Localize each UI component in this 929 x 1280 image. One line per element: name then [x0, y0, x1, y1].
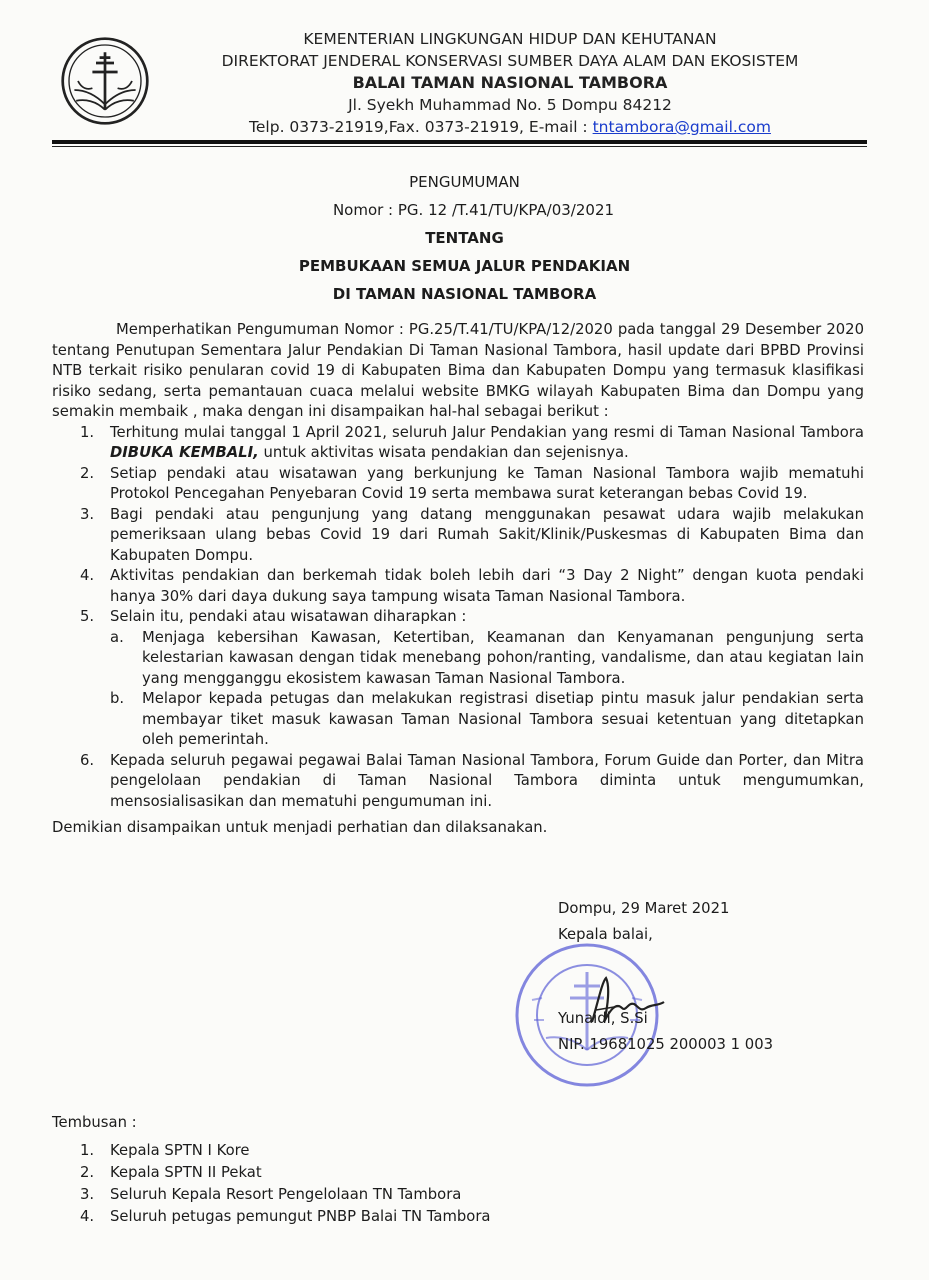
list-item	[52, 1140, 490, 1162]
letterhead-rule-thin	[52, 146, 867, 147]
item-number: 3.	[80, 1186, 95, 1203]
ministry-logo-icon	[60, 36, 150, 126]
tembusan-label: Tembusan :	[52, 1114, 137, 1131]
list-item	[52, 1206, 490, 1228]
subject-line-1: PEMBUKAAN SEMUA JALUR PENDAKIAN	[298, 257, 631, 275]
subject-line-2: DI TAMAN NASIONAL TAMBORA	[332, 285, 597, 303]
item-emphasis: DIBUKA KEMBALI,	[110, 444, 259, 461]
sub-list-item	[110, 628, 864, 690]
item-text: Aktivitas pendakian dan berkemah tidak boleh lebih dari “3 Day 2 Night” dengan kuota pendaki hanya 30% dari daya dukung saya tampung wisata Taman Nasional Tambora.	[110, 567, 864, 605]
signature-block	[558, 896, 858, 1058]
place-date: Dompu, 29 Maret 2021	[558, 900, 730, 917]
sub-item-letter: b.	[110, 690, 125, 707]
item-text: Terhitung mulai tanggal 1 April 2021, seluruh Jalur Pendakian yang resmi di Taman Nasional Tambora	[110, 423, 864, 441]
office-name: BALAI TAMAN NASIONAL TAMBORA	[352, 73, 668, 92]
item-text: Selain itu, pendaki atau wisatawan diharapkan :	[110, 608, 467, 625]
letterhead-rule-thick	[52, 140, 867, 144]
signer-name: Yunaidi, S.Si	[558, 1010, 648, 1027]
contact-phone-fax: Telp. 0373-21919,Fax. 0373-21919, E-mail :	[249, 118, 593, 136]
closing-sentence: Demikian disampaikan untuk menjadi perhatian dan dilaksanakan.	[52, 819, 548, 836]
points-list	[52, 423, 864, 813]
item-number: 2.	[80, 464, 95, 482]
item-text: Kepada seluruh pegawai pegawai Balai Taman Nasional Tambora, Forum Guide dan Porter, dan Mitra pengelolaan pendakian di Taman Nasional Tambora diminta untuk mengumumkan, mensosialisasikan dan mematuhi pengumuman ini.	[110, 751, 864, 810]
item-text: Bagi pendaki atau pengunjung yang datang menggunakan pesawat udara wajib melakukan pemeriksaan ulang bebas Covid 19 dari Rumah Sakit/Klinik/Puskesmas di Kabupaten Bima dan Kabupaten Dompu.	[110, 505, 864, 564]
item-text: untuk aktivitas wisata pendakian dan sejenisnya.	[258, 444, 629, 461]
announcement-body	[52, 320, 864, 839]
intro-paragraph: Memperhatikan Pengumuman Nomor : PG.25/T.41/TU/KPA/12/2020 pada tanggal 29 Desember 2020 tentang Penutupan Sementara Jalur Pendakian Di Taman Nasional Tambora, hasil update dari BPBD Provinsi NTB terkait risiko penularan covid 19 di Kabupaten Bima dan Kabupaten Dompu yang termasuk klasifikasi risiko sedang, serta pemantauan cuaca melalui website BMKG wilayah Kabupaten Bima dan Dompu yang semakin membaik , maka dengan ini disampaikan hal-hal sebagai berikut :	[52, 321, 864, 420]
signer-nip: NIP. 19681025 200003 1 003	[558, 1036, 774, 1053]
announcement-title-block	[0, 168, 929, 308]
list-item	[52, 1184, 490, 1206]
item-number: 4.	[80, 567, 95, 584]
about-heading: TENTANG	[425, 229, 504, 247]
item-number: 4.	[80, 1208, 95, 1225]
item-number: 1.	[80, 423, 95, 441]
letterhead	[210, 28, 810, 138]
item-number: 3.	[80, 505, 95, 523]
list-item	[52, 751, 864, 813]
item-text: Setiap pendaki atau wisatawan yang berkunjung ke Taman Nasional Tambora wajib mematuhi Protokol Pencegahan Penyebaran Covid 19 serta membawa surat keterangan bebas Covid 19.	[110, 464, 864, 502]
item-text: Seluruh Kepala Resort Pengelolaan TN Tambora	[110, 1186, 462, 1203]
office-address: Jl. Syekh Muhammad No. 5 Dompu 84212	[348, 96, 672, 114]
item-number: 2.	[80, 1164, 95, 1181]
item-text: Kepala SPTN I Kore	[110, 1142, 250, 1159]
sub-list-item	[110, 689, 864, 751]
tembusan-list	[52, 1140, 490, 1228]
list-item	[52, 607, 864, 751]
item-text: Seluruh petugas pemungut PNBP Balai TN Tambora	[110, 1208, 491, 1225]
tembusan-block	[52, 1112, 490, 1228]
sub-list	[110, 628, 864, 751]
sub-item-text: Menjaga kebersihan Kawasan, Ketertiban, Keamanan dan Kenyamanan pengunjung serta kelestarian kawasan dengan tidak menebang pohon/ranting, vandalisme, dan atau kegiatan lain yang mengganggu ekosistem kawasan Taman Nasional Tambora.	[142, 628, 864, 687]
document-number: Nomor : PG. 12 /T.41/TU/KPA/03/2021	[332, 201, 615, 219]
signer-title: Kepala balai,	[558, 926, 653, 943]
item-number: 1.	[80, 1142, 95, 1159]
document-type: PENGUMUMAN	[409, 173, 520, 191]
directorate-name: DIREKTORAT JENDERAL KONSERVASI SUMBER DAYA ALAM DAN EKOSISTEM	[221, 52, 799, 70]
email-link[interactable]: tntambora@gmail.com	[592, 118, 771, 136]
sub-item-letter: a.	[110, 628, 124, 646]
list-item	[52, 1162, 490, 1184]
item-number: 5.	[80, 608, 95, 625]
list-item	[52, 505, 864, 567]
item-number: 6.	[80, 751, 95, 769]
list-item	[52, 464, 864, 505]
list-item	[52, 423, 864, 464]
item-text: Kepala SPTN II Pekat	[110, 1164, 262, 1181]
sub-item-text: Melapor kepada petugas dan melakukan registrasi disetiap pintu masuk jalur pendakian serta membayar tiket masuk kawasan Taman Nasional Tambora sesuai ketentuan yang ditetapkan oleh pemerintah.	[142, 690, 864, 748]
list-item	[52, 566, 864, 607]
ministry-name: KEMENTERIAN LINGKUNGAN HIDUP DAN KEHUTANAN	[303, 30, 717, 48]
office-contact	[210, 116, 810, 138]
